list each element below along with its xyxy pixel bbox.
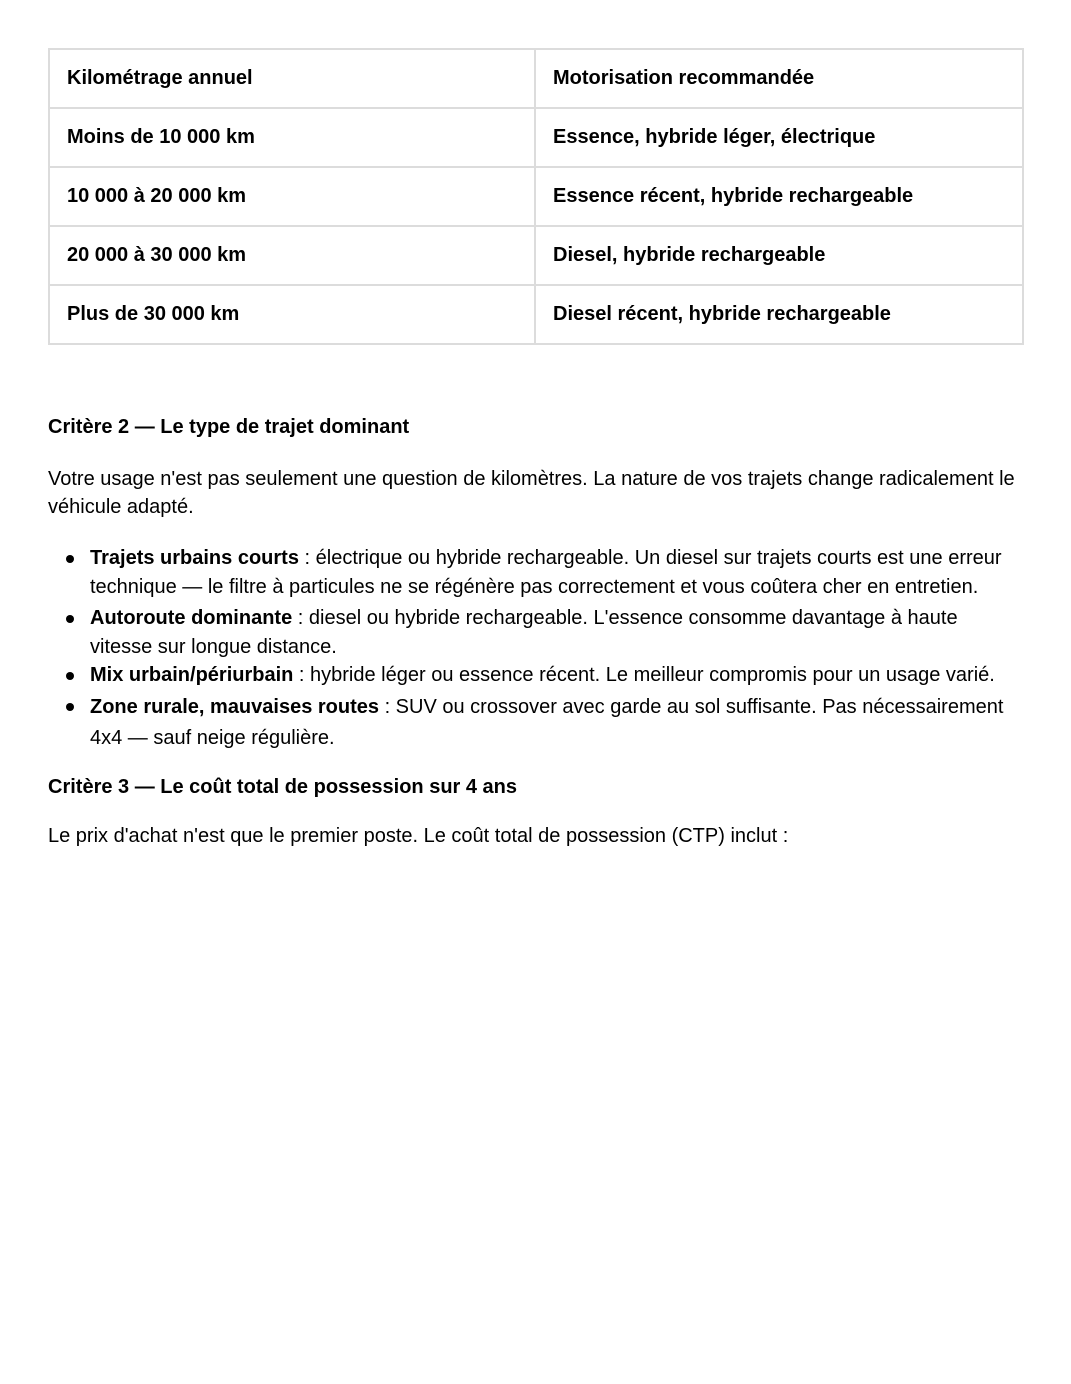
table-header-cell: Motorisation recommandée — [535, 49, 1023, 108]
table-header-cell: Kilométrage annuel — [49, 49, 535, 108]
mileage-recommendation-table — [48, 48, 1024, 345]
table-cell: 20 000 à 30 000 km — [49, 226, 535, 285]
list-item-text: : hybride léger ou essence récent. Le meilleur compromis pour un usage varié. — [293, 664, 995, 686]
list-item-label: Trajets urbains courts — [90, 547, 299, 569]
list-item-label: Zone rurale, mauvaises routes — [90, 695, 380, 718]
list-item — [48, 544, 1023, 601]
table-cell: Moins de 10 000 km — [49, 108, 535, 167]
document-page — [48, 48, 1023, 850]
section-intro: Votre usage n'est pas seulement une question de kilomètres. La nature de vos trajets change radicalement le véhicule adapté. — [48, 468, 1015, 518]
list-item-text: : SUV ou crossover avec garde au sol suffisante. Pas nécessairement 4x4 — sauf neige régulière. — [90, 695, 1004, 749]
trip-type-list — [48, 544, 1023, 754]
table-row — [49, 226, 1023, 285]
table-cell: Diesel, hybride rechargeable — [535, 226, 1023, 285]
list-item-label: Mix urbain/périurbain — [90, 664, 294, 686]
bullet-icon — [66, 672, 74, 680]
bullet-icon — [66, 615, 74, 623]
table-row — [49, 167, 1023, 226]
table-header-row — [49, 49, 1023, 108]
table-cell: Diesel récent, hybride rechargeable — [535, 285, 1023, 344]
list-item — [48, 604, 1023, 661]
table-cell: Plus de 30 000 km — [49, 285, 535, 344]
list-item — [48, 661, 1023, 690]
bullet-icon — [66, 555, 74, 563]
list-item-label: Autoroute dominante — [90, 607, 293, 629]
table-row — [49, 285, 1023, 344]
table-row — [49, 108, 1023, 167]
section-intro: Le prix d'achat n'est que le premier poste. Le coût total de possession (CTP) inclut : — [48, 824, 789, 847]
list-item — [48, 692, 1023, 754]
table-cell: Essence récent, hybride rechargeable — [535, 167, 1023, 226]
section-heading: Critère 3 — Le coût total de possession sur 4 ans — [48, 775, 518, 798]
bullet-icon — [66, 703, 74, 711]
list-item-text: : électrique ou hybride rechargeable. Un diesel sur trajets courts est une erreur technique — le filtre à particules ne se régénère pas correctement et vous coûtera cher en entretien. — [90, 547, 1002, 598]
table-cell: Essence, hybride léger, électrique — [535, 108, 1023, 167]
list-item-text: : diesel ou hybride rechargeable. L'essence consomme davantage à haute vitesse sur longue distance. — [90, 607, 958, 658]
table-cell: 10 000 à 20 000 km — [49, 167, 535, 226]
section-heading: Critère 2 — Le type de trajet dominant — [48, 416, 410, 438]
